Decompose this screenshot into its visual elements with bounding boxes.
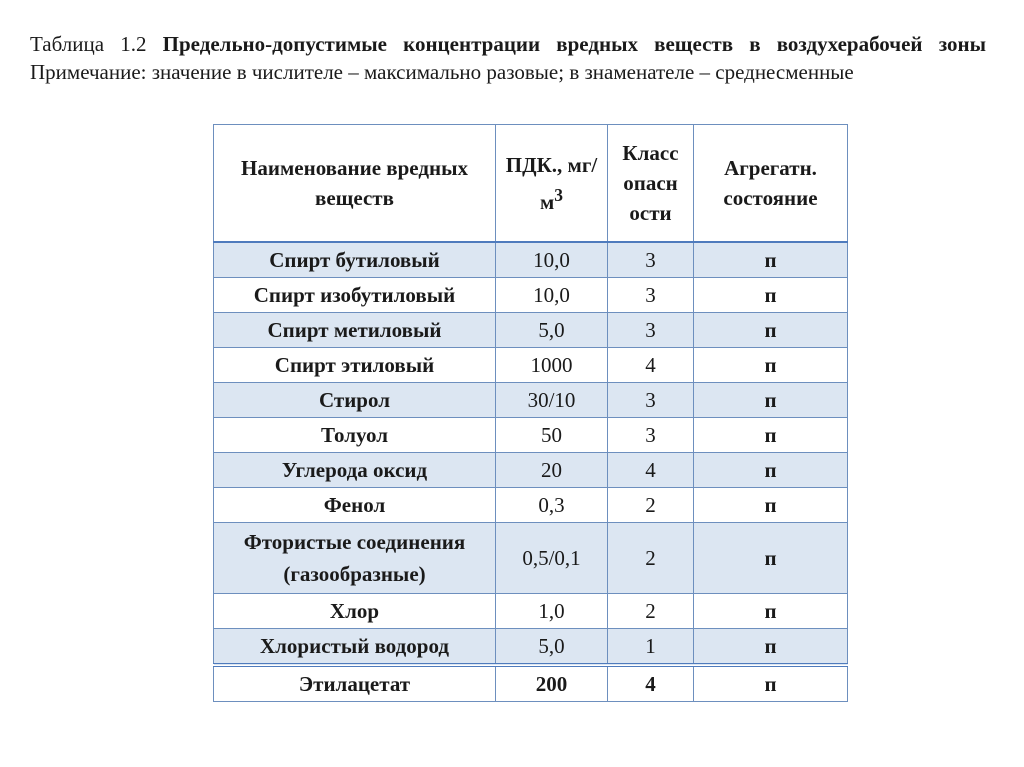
header-pdk-text: ПДК., мг/м [505, 152, 598, 214]
cell-class: 4 [608, 665, 694, 702]
header-pdk-sup: 3 [554, 184, 564, 205]
cell-pdk: 0,3 [496, 488, 608, 523]
cell-class: 3 [608, 313, 694, 348]
cell-name: Углерода оксид [214, 453, 496, 488]
cell-pdk: 10,0 [496, 242, 608, 278]
header-name: Наименование вредных веществ [214, 125, 496, 243]
cell-class: 2 [608, 523, 694, 594]
cell-name: Фтористые соединения (газообразные) [214, 523, 496, 594]
table-caption [30, 30, 986, 86]
cell-pdk: 1000 [496, 348, 608, 383]
cell-class: 3 [608, 242, 694, 278]
cell-state: п [694, 383, 848, 418]
header-pdk [496, 125, 608, 243]
table-row [214, 278, 848, 313]
table-row [214, 523, 848, 594]
cell-pdk: 1,0 [496, 594, 608, 629]
cell-pdk: 5,0 [496, 313, 608, 348]
cell-name: Спирт изобутиловый [214, 278, 496, 313]
cell-name: Стирол [214, 383, 496, 418]
cell-state: п [694, 629, 848, 666]
cell-name: Хлористый водород [214, 629, 496, 666]
table-row [214, 594, 848, 629]
cell-state: п [694, 453, 848, 488]
table-row [214, 665, 848, 702]
caption-note: Примечание: значение в числителе – максимально разовые; в знаменателе – среднесменные [30, 60, 854, 84]
cell-name: Спирт метиловый [214, 313, 496, 348]
cell-name: Спирт этиловый [214, 348, 496, 383]
cell-pdk: 5,0 [496, 629, 608, 666]
cell-state: п [694, 313, 848, 348]
table-row [214, 629, 848, 666]
table-row [214, 418, 848, 453]
cell-state: п [694, 348, 848, 383]
caption-label: Таблица 1.2 [30, 32, 147, 56]
cell-pdk: 30/10 [496, 383, 608, 418]
cell-pdk: 20 [496, 453, 608, 488]
cell-state: п [694, 242, 848, 278]
cell-pdk: 50 [496, 418, 608, 453]
cell-class: 3 [608, 278, 694, 313]
cell-name: Фенол [214, 488, 496, 523]
cell-class: 1 [608, 629, 694, 666]
cell-pdk: 0,5/0,1 [496, 523, 608, 594]
header-class: Класс опасн ости [608, 125, 694, 243]
cell-state: п [694, 278, 848, 313]
table-row [214, 488, 848, 523]
header-state: Агрегатн. состояние [694, 125, 848, 243]
cell-class: 2 [608, 488, 694, 523]
cell-class: 4 [608, 453, 694, 488]
cell-state: п [694, 594, 848, 629]
cell-class: 2 [608, 594, 694, 629]
cell-name: Спирт бутиловый [214, 242, 496, 278]
table-row [214, 348, 848, 383]
cell-name: Этилацетат [214, 665, 496, 702]
table-row [214, 383, 848, 418]
pdk-table [213, 124, 848, 702]
caption-title: Предельно-допустимые концентрации вредных веществ в воздухерабочей зоны [162, 32, 987, 56]
table-row [214, 242, 848, 278]
cell-state: п [694, 418, 848, 453]
cell-state: п [694, 665, 848, 702]
cell-state: п [694, 488, 848, 523]
cell-pdk: 10,0 [496, 278, 608, 313]
table-header-row [214, 125, 848, 243]
table-row [214, 453, 848, 488]
cell-name: Толуол [214, 418, 496, 453]
cell-class: 3 [608, 418, 694, 453]
cell-class: 3 [608, 383, 694, 418]
table-row [214, 313, 848, 348]
cell-state: п [694, 523, 848, 594]
cell-name: Хлор [214, 594, 496, 629]
cell-class: 4 [608, 348, 694, 383]
cell-pdk: 200 [496, 665, 608, 702]
